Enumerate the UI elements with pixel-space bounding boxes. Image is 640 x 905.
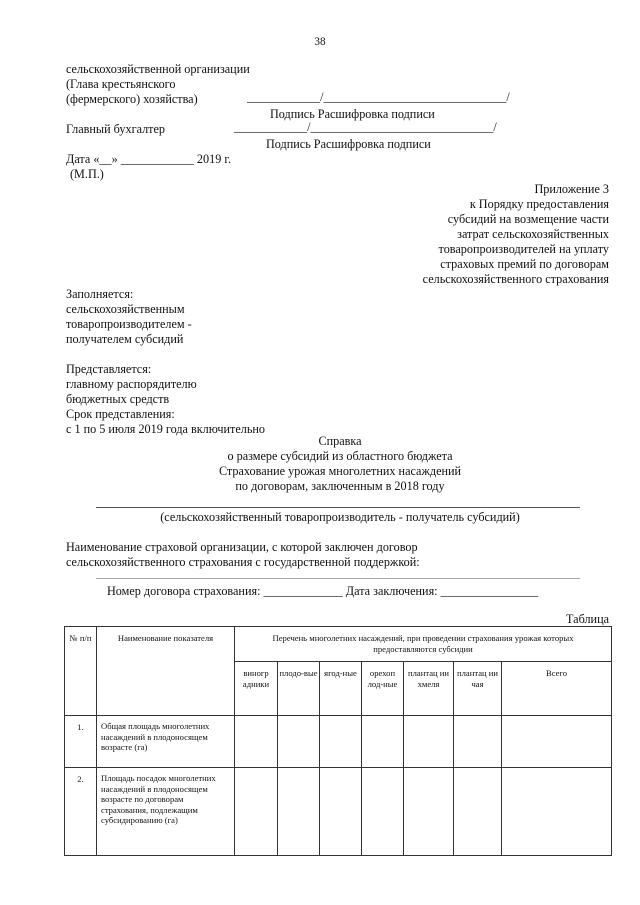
cell-hops[interactable]	[404, 768, 454, 856]
cell-fruit[interactable]	[278, 768, 320, 856]
producer-caption: (сельскохозяйственный товаропроизводитель - получатель субсидий)	[160, 510, 520, 524]
submitted-to-line-3: бюджетных средств	[66, 392, 170, 406]
date-line[interactable]: Дата «__» ____________ 2019 г.	[66, 152, 232, 166]
table-row	[65, 716, 612, 768]
appendix-line-7: сельскохозяйственного страхования	[422, 272, 609, 286]
cell-total[interactable]	[502, 716, 612, 768]
header-num: № п/п	[65, 627, 97, 716]
table-caption: Таблица	[566, 612, 609, 626]
doc-subtitle-2: Страхование урожая многолетних насаждений	[218, 464, 462, 478]
signature-blank-head[interactable]: ____________/______________________________/	[247, 90, 510, 104]
appendix-line-5: товаропроизводителей на уплату	[438, 242, 609, 256]
submitted-to-line-5: с 1 по 5 июля 2019 года включительно	[66, 422, 266, 436]
doc-subtitle-1: о размере субсидий из областного бюджета	[227, 449, 453, 463]
row-num: 1.	[65, 716, 97, 768]
cell-berry[interactable]	[320, 768, 362, 856]
submitted-to-line-1: Представляется:	[66, 362, 152, 376]
insurer-line-1: Наименование страховой организации, с которой заключен договор	[66, 540, 418, 554]
org-line-2: (Глава крестьянского	[66, 77, 176, 91]
appendix-line-3: субсидий на возмещение части	[447, 212, 609, 226]
filled-by-line-1: Заполняется:	[66, 287, 134, 301]
stamp-label: (М.П.)	[70, 167, 104, 181]
producer-name-line[interactable]	[96, 507, 580, 508]
cell-fruit[interactable]	[278, 716, 320, 768]
page-number: 38	[314, 36, 326, 48]
subheader-fruit: плодо-вые	[278, 662, 320, 716]
signature-caption-accountant: Подпись Расшифровка подписи	[266, 137, 431, 151]
submitted-to-line-4: Срок представления:	[66, 407, 175, 421]
subheader-total: Всего	[502, 662, 612, 716]
appendix-line-1: Приложение 3	[534, 182, 609, 196]
appendix-line-4: затрат сельскохозяйственных	[457, 227, 609, 241]
cell-tea[interactable]	[454, 716, 502, 768]
signature-caption-head: Подпись Расшифровка подписи	[270, 107, 435, 121]
cell-berry[interactable]	[320, 716, 362, 768]
cell-vineyards[interactable]	[235, 768, 278, 856]
doc-subtitle-3: по договорам, заключенным в 2018 году	[235, 479, 445, 493]
contract-line[interactable]: Номер договора страхования: _____________ Дата заключения: ________________	[107, 584, 539, 598]
cell-nut[interactable]	[362, 768, 404, 856]
subheader-hops: плантац ии хмеля	[404, 662, 454, 716]
subheader-vineyards: виногр адники	[235, 662, 278, 716]
insurer-name-line[interactable]	[96, 578, 580, 579]
row-num: 2.	[65, 768, 97, 856]
filled-by-line-3: товаропроизводителем -	[66, 317, 192, 331]
subsidy-table	[64, 626, 612, 856]
row-indicator: Площадь посадок многолетних насаждений в плодоносящем возрасте по договорам страхования, подлежащим субсидированию (га)	[97, 768, 235, 856]
subheader-nut: орехоп лод-ные	[362, 662, 404, 716]
header-plantings-group: Перечень многолетних насаждений, при проведении страхования урожая которых предоставляются субсидии	[235, 627, 612, 662]
subheader-tea: плантац ии чая	[454, 662, 502, 716]
cell-nut[interactable]	[362, 716, 404, 768]
doc-title: Справка	[318, 434, 362, 448]
appendix-line-2: к Порядку предоставления	[469, 197, 609, 211]
org-line-1: сельскохозяйственной организации	[66, 62, 250, 76]
insurer-line-2: сельскохозяйственного страхования с государственной поддержкой:	[66, 555, 420, 569]
org-line-3: (фермерского) хозяйства)	[66, 92, 198, 106]
submitted-to-line-2: главному распорядителю	[66, 377, 197, 391]
table-row	[65, 768, 612, 856]
signature-blank-accountant[interactable]: ____________/______________________________/	[234, 120, 497, 134]
chief-accountant-label: Главный бухгалтер	[66, 122, 166, 136]
cell-vineyards[interactable]	[235, 716, 278, 768]
cell-tea[interactable]	[454, 768, 502, 856]
filled-by-line-4: получателем субсидий	[66, 332, 184, 346]
appendix-line-6: страховых премий по договорам	[440, 257, 609, 271]
header-indicator: Наименование показателя	[97, 627, 235, 716]
row-indicator: Общая площадь многолетних насаждений в плодоносящем возрасте (га)	[97, 716, 235, 768]
cell-total[interactable]	[502, 768, 612, 856]
subheader-berry: ягод-ные	[320, 662, 362, 716]
filled-by-line-2: сельскохозяйственным	[66, 302, 185, 316]
cell-hops[interactable]	[404, 716, 454, 768]
